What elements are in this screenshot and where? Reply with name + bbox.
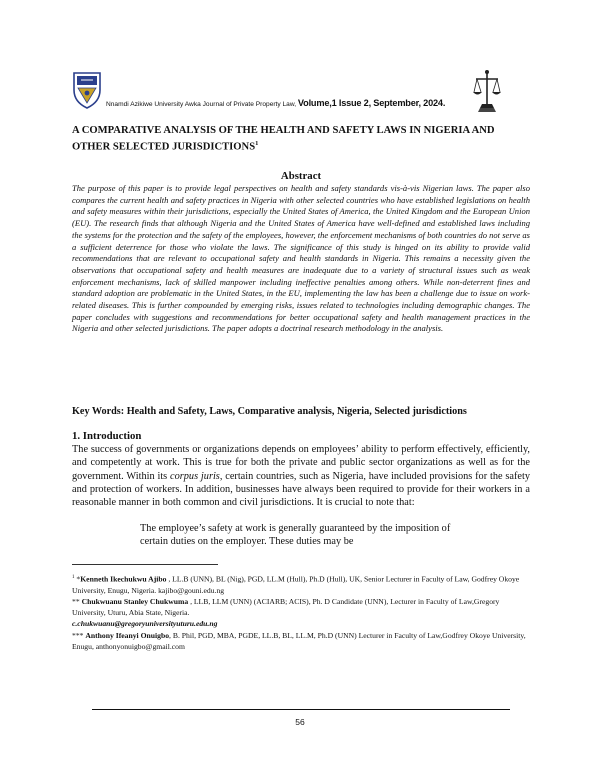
abstract-text: The purpose of this paper is to provide legal perspectives on health and safety standards vis-à-vis Nigerian laws. The paper also compares the current health and safety practices in Nigeria with other selected countries who have established legislations on health and safety measures within their jurisdictions, especially the United States of America, the United Kingdom and the European Union (EU). The research finds that although Nigeria and the United States of America have well-defined and established laws including the systems for the protection and the safety of the employees, however, the enforcement mechanisms of both countries do not serve as a sufficient deterrence for those who violate the laws. The significance of this study is hinged on its ability to provide valid recommendations that are relevant to occupational safety and health standards in Nigeria. This remains a necessity given the observations that occupational safety and health measures are inadequate due to a variety of structural issues such as weak enforcement mechanisms, lack of skilled manpower including ineffective penalties among others. While non-deterrent fines and standard adoption are problematic in the United States, in the EU, implementing the law has been a challenge due to issue on work-related diseases. This is further compounded by emerging risks, issues related to technologies including demographic changes. The paper concludes with suggestions and recommendations for better occupational safety and health management practices in the Nigeria and other selected jurisdictions. The paper adopts a doctrinal research methodology in the analysis.	[72, 183, 530, 334]
university-crest-icon	[72, 70, 102, 110]
author-details: , B. Phil, PGD, MBA, PGDE, LL.B, BL, LL.M, Ph.D (UNN) Lecturer in Faculty of Law,Godfrey Okoye University, Enugu, anthonyonuigbo@gmail.com	[72, 630, 526, 651]
keywords: Key Words: Health and Safety, Laws, Comparative analysis, Nigeria, Selected jurisdictions	[72, 406, 467, 417]
paper-title-text: A COMPARATIVE ANALYSIS OF THE HEALTH AND SAFETY LAWS IN NIGERIA AND OTHER SELECTED JURISDICTIONS	[72, 125, 495, 153]
title-footnote-mark: 1	[255, 140, 259, 147]
journal-issue: Volume,1 Issue 2, September, 2024.	[297, 98, 446, 108]
author-name: Chukwuanu Stanley Chukwuma	[81, 596, 189, 606]
author-details: , LL.B (UNN), BL (Nig), PGD, LL.M (Hull), Ph.D (Hull), UK, Senior Lecturer in Faculty of Law, Godfrey Okoye University, Enugu, Nigeria. kajibo@gouni.edu.ng	[72, 574, 520, 595]
introduction-text-part2: , certain countries, such as Nigeria, have included provisions for the safety and protection of workers. In addition, businesses have always been required to provide for their workers in a reasonable manner in both common and civil jurisdictions. It is crucial to note that:	[72, 470, 530, 509]
footnote-2	[72, 596, 534, 618]
footnote-divider	[72, 564, 218, 565]
footnote-2-email	[72, 618, 534, 629]
footnote-1	[72, 572, 534, 596]
footer-rule	[92, 709, 510, 710]
author-name: Kenneth Ikechukwu Ajibo	[80, 574, 167, 584]
footnote-prefix: ***	[72, 630, 86, 640]
footnote-mark: 1	[72, 575, 75, 580]
paper-title	[72, 124, 530, 154]
journal-name: Nnamdi Azikiwe University Awka Journal of Private Property Law,	[106, 101, 298, 108]
footnotes	[72, 572, 534, 652]
author-name: Anthony Ifeanyi Onuigbo	[85, 630, 170, 640]
footnote-3	[72, 630, 534, 652]
author-email: c.chukwuanu@gregoryuniversityuturu.edu.ng	[72, 619, 218, 629]
journal-running-header	[106, 98, 486, 108]
author-details: , LLB, LLM (UNN) (ACIARB; ACIS), Ph. D Candidate (UNN), Lecturer in Faculty of Law,Gregory University, Uturu, Abia State, Nigeria.	[72, 596, 500, 618]
introduction-paragraph	[72, 443, 530, 509]
page-number: 56	[295, 717, 305, 727]
footnote-prefix: **	[72, 596, 82, 606]
introduction-text-part1: The success of governments or organizations depends on employees’ ability to perform effectively, efficiently, and competently at work. This is true for both the private and public sector organizations as well as for the government. Within its	[72, 444, 530, 482]
footnote-prefix: *	[74, 574, 81, 584]
abstract-heading: Abstract	[280, 170, 322, 182]
section-heading-introduction: 1. Introduction	[72, 430, 142, 442]
introduction-italic-term: corpus juris	[170, 470, 220, 482]
block-quote: The employee’s safety at work is generally guaranteed by the imposition of certain duties on the employer. These duties may be	[140, 523, 451, 548]
